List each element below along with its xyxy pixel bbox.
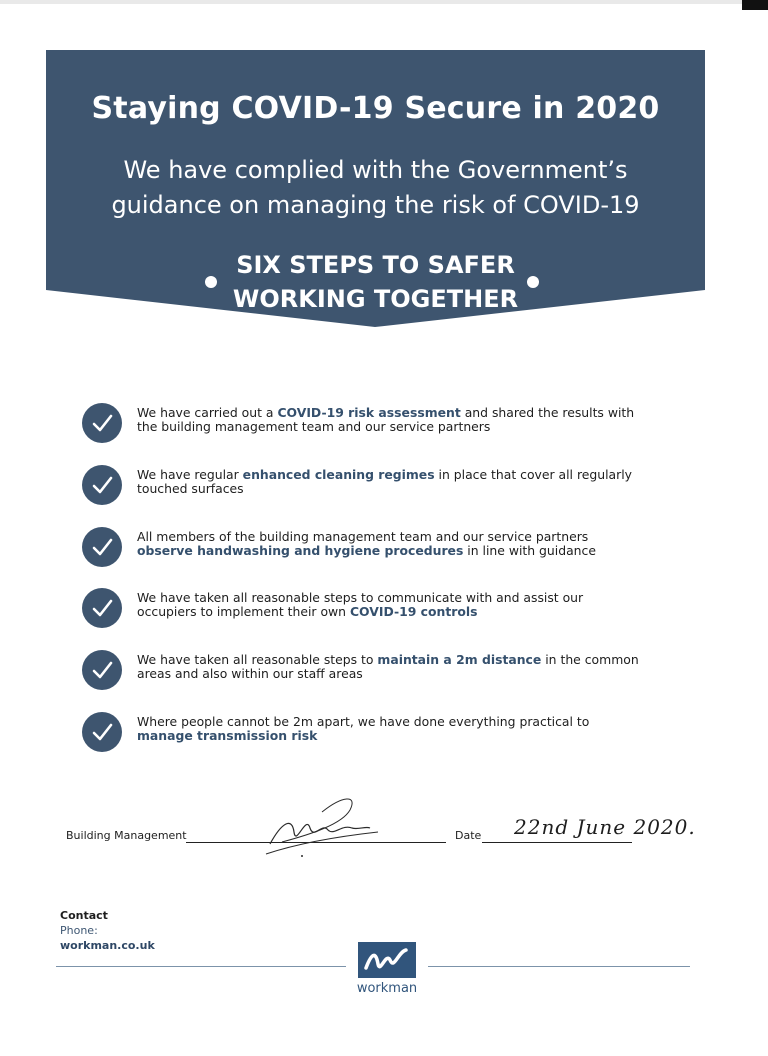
step-text-pre: We have carried out a [137, 405, 278, 420]
footer-line-right [428, 966, 690, 967]
workman-logo-icon [358, 942, 416, 978]
date-label: Date [455, 829, 482, 842]
step-text-pre: All members of the building management team and our service partners [137, 529, 589, 544]
step-item [82, 588, 642, 632]
step-text [137, 715, 642, 743]
step-text [137, 406, 642, 434]
building-management-label: Building Management [66, 829, 187, 842]
step-text-post: and shared the results with the building management team and our service partners [137, 405, 635, 434]
contact-phone: Phone: [60, 924, 98, 937]
banner-subtitle-line2: guidance on managing the risk of COVID-19 [111, 191, 640, 219]
step-text-pre: We have regular [137, 467, 243, 482]
footer-line-left [56, 966, 346, 967]
banner-subtitle-line1: We have complied with the Government’s [123, 156, 628, 184]
scan-edge [0, 0, 768, 4]
step-text [137, 468, 642, 496]
step-highlight: COVID-19 risk assessment [277, 405, 461, 420]
step-item [82, 527, 642, 571]
date-line [482, 842, 632, 843]
contact-title: Contact [60, 909, 108, 922]
step-text [137, 591, 642, 619]
workman-logo-text: workman [356, 981, 418, 996]
banner-steps-line1: SIX STEPS TO SAFER [236, 251, 515, 279]
step-highlight: maintain a 2m distance [377, 652, 542, 667]
scan-corner [742, 0, 768, 10]
step-text-post: in place that cover all regularly touched surfaces [137, 467, 633, 496]
step-text [137, 530, 642, 558]
checkmark-icon [82, 403, 122, 443]
checkmark-icon [82, 588, 122, 628]
step-item [82, 403, 642, 447]
step-highlight: manage transmission risk [137, 728, 318, 743]
step-text-pre: We have taken all reasonable steps to communicate with and assist our occupiers to implement their own [137, 590, 584, 619]
step-text-post: in the common areas and also within our staff areas [137, 652, 639, 681]
step-item [82, 712, 642, 756]
step-highlight: observe handwashing and hygiene procedures [137, 543, 464, 558]
signature-drawing [262, 792, 382, 862]
bullet-dot-left [205, 276, 217, 288]
checkmark-icon [82, 465, 122, 505]
date-handwritten: 22nd June 2020. [514, 815, 696, 839]
contact-website[interactable]: workman.co.uk [60, 939, 155, 952]
banner-title: Staying COVID-19 Secure in 2020 [91, 91, 660, 126]
banner-steps-line2: WORKING TOGETHER [232, 285, 519, 313]
banner-subtitle [46, 153, 705, 223]
banner-steps-heading [46, 248, 705, 316]
step-highlight: COVID-19 controls [349, 604, 478, 619]
bullet-dot-right [527, 276, 539, 288]
step-text-post: in line with guidance [463, 543, 596, 558]
step-item [82, 650, 642, 694]
step-highlight: enhanced cleaning regimes [242, 467, 435, 482]
checkmark-icon [82, 650, 122, 690]
step-item [82, 465, 642, 509]
checkmark-icon [82, 527, 122, 567]
step-text-pre: We have taken all reasonable steps to [137, 652, 378, 667]
step-text-pre: Where people cannot be 2m apart, we have done everything practical to [137, 714, 590, 729]
checkmark-icon [82, 712, 122, 752]
step-text [137, 653, 642, 681]
